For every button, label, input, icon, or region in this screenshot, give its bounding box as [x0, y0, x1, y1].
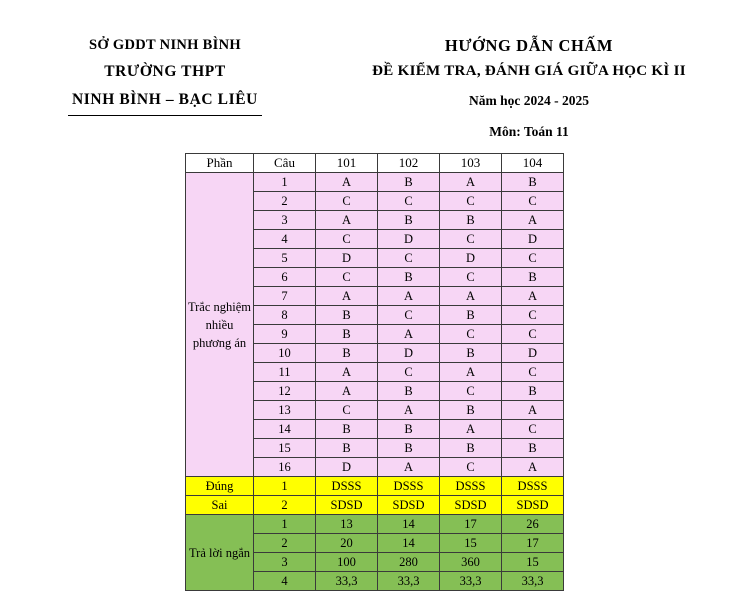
question-number-cell: 8 — [254, 306, 316, 325]
question-number-cell: 1 — [254, 477, 316, 496]
answer-cell-101: C — [316, 401, 378, 420]
answer-cell-102: B — [378, 382, 440, 401]
answer-cell-102: D — [378, 230, 440, 249]
answer-cell-101: D — [316, 458, 378, 477]
answer-cell-103: A — [440, 363, 502, 382]
answer-cell-103: C — [440, 458, 502, 477]
answer-cell-101: B — [316, 344, 378, 363]
answer-cell-101: C — [316, 230, 378, 249]
question-number-cell: 10 — [254, 344, 316, 363]
answer-cell-103: A — [440, 287, 502, 306]
document-title: HƯỚNG DẪN CHẤM — [444, 36, 614, 55]
answer-cell-103: C — [440, 192, 502, 211]
answer-cell-101: SDSD — [316, 496, 378, 515]
question-number-cell: 2 — [254, 496, 316, 515]
answer-cell-103: B — [440, 306, 502, 325]
school-header — [0, 34, 330, 116]
answer-cell-101: DSSS — [316, 477, 378, 496]
answer-cell-104: D — [502, 344, 564, 363]
question-number-cell: 5 — [254, 249, 316, 268]
answer-cell-102: A — [378, 401, 440, 420]
section-label: Sai — [186, 496, 254, 515]
answer-cell-103: B — [440, 401, 502, 420]
answer-cell-101: B — [316, 325, 378, 344]
answer-cell-101: A — [316, 363, 378, 382]
answer-cell-102: C — [378, 249, 440, 268]
school-type: TRƯỜNG THPT — [104, 63, 226, 81]
answer-cell-102: 14 — [378, 515, 440, 534]
answer-cell-103: 17 — [440, 515, 502, 534]
subject: Môn: Toán 11 — [489, 123, 569, 139]
answer-cell-104: C — [502, 325, 564, 344]
answer-cell-101: 20 — [316, 534, 378, 553]
answer-cell-104: B — [502, 382, 564, 401]
answer-cell-103: 360 — [440, 553, 502, 572]
answer-cell-104: A — [502, 458, 564, 477]
answer-cell-103: SDSD — [440, 496, 502, 515]
answer-cell-101: 100 — [316, 553, 378, 572]
question-number-cell: 16 — [254, 458, 316, 477]
answer-cell-103: DSSS — [440, 477, 502, 496]
question-number-cell: 9 — [254, 325, 316, 344]
question-number-cell: 12 — [254, 382, 316, 401]
answer-cell-103: C — [440, 268, 502, 287]
question-number-cell: 2 — [254, 534, 316, 553]
answer-cell-103: A — [440, 420, 502, 439]
question-number-cell: 7 — [254, 287, 316, 306]
answer-cell-101: B — [316, 306, 378, 325]
section-label: Trắc nghiệm nhiều phương án — [186, 173, 254, 477]
department-name: SỞ GDDT NINH BÌNH — [89, 37, 241, 53]
section-label: Đúng — [186, 477, 254, 496]
table-row — [186, 496, 564, 515]
answer-cell-104: 17 — [502, 534, 564, 553]
section-label: Trả lời ngắn — [186, 515, 254, 591]
answer-cell-102: B — [378, 268, 440, 287]
answer-cell-104: 26 — [502, 515, 564, 534]
school-name-wrap — [0, 88, 330, 115]
answer-cell-102: 33,3 — [378, 572, 440, 591]
table-head — [186, 154, 564, 173]
answer-cell-104: C — [502, 192, 564, 211]
document-subtitle: ĐỀ KIỂM TRA, ĐÁNH GIÁ GIỮA HỌC KÌ II — [372, 62, 686, 79]
exam-header — [330, 34, 748, 142]
answer-cell-101: A — [316, 382, 378, 401]
answer-cell-102: DSSS — [378, 477, 440, 496]
answer-cell-102: A — [378, 325, 440, 344]
answer-cell-104: A — [502, 211, 564, 230]
document-header — [0, 0, 748, 142]
answer-cell-104: C — [502, 249, 564, 268]
table-row — [186, 477, 564, 496]
column-header-101: 101 — [316, 154, 378, 173]
answer-cell-102: B — [378, 439, 440, 458]
answer-cell-101: C — [316, 268, 378, 287]
answer-cell-104: A — [502, 401, 564, 420]
answer-cell-101: A — [316, 173, 378, 192]
answer-cell-104: C — [502, 420, 564, 439]
answer-cell-101: B — [316, 420, 378, 439]
answer-cell-103: B — [440, 344, 502, 363]
answer-cell-104: B — [502, 439, 564, 458]
answer-cell-102: SDSD — [378, 496, 440, 515]
answer-cell-101: C — [316, 192, 378, 211]
question-number-cell: 11 — [254, 363, 316, 382]
answer-cell-101: D — [316, 249, 378, 268]
answer-cell-103: A — [440, 173, 502, 192]
answer-cell-103: D — [440, 249, 502, 268]
answer-cell-104: D — [502, 230, 564, 249]
answer-cell-102: A — [378, 458, 440, 477]
answer-cell-103: C — [440, 382, 502, 401]
answer-cell-104: 15 — [502, 553, 564, 572]
answer-cell-101: A — [316, 211, 378, 230]
column-header-102: 102 — [378, 154, 440, 173]
answer-cell-102: C — [378, 192, 440, 211]
answer-cell-102: 14 — [378, 534, 440, 553]
question-number-cell: 3 — [254, 553, 316, 572]
question-number-cell: 2 — [254, 192, 316, 211]
column-header-103: 103 — [440, 154, 502, 173]
answer-cell-104: C — [502, 363, 564, 382]
question-number-cell: 6 — [254, 268, 316, 287]
answer-cell-102: A — [378, 287, 440, 306]
answer-key-table-wrap — [185, 153, 564, 591]
answer-cell-104: B — [502, 268, 564, 287]
answer-cell-104: DSSS — [502, 477, 564, 496]
answer-cell-101: A — [316, 287, 378, 306]
question-number-cell: 15 — [254, 439, 316, 458]
answer-cell-104: SDSD — [502, 496, 564, 515]
answer-key-table — [185, 153, 564, 591]
question-number-cell: 3 — [254, 211, 316, 230]
table-row — [186, 515, 564, 534]
question-number-cell: 4 — [254, 572, 316, 591]
answer-cell-103: C — [440, 325, 502, 344]
answer-cell-102: B — [378, 420, 440, 439]
answer-cell-101: B — [316, 439, 378, 458]
column-header-104: 104 — [502, 154, 564, 173]
answer-cell-103: C — [440, 230, 502, 249]
question-number-cell: 1 — [254, 173, 316, 192]
answer-cell-102: D — [378, 344, 440, 363]
table-row — [186, 173, 564, 192]
answer-cell-102: C — [378, 363, 440, 382]
question-number-cell: 4 — [254, 230, 316, 249]
column-header-cau: Câu — [254, 154, 316, 173]
answer-cell-102: 280 — [378, 553, 440, 572]
answer-cell-103: B — [440, 439, 502, 458]
question-number-cell: 1 — [254, 515, 316, 534]
question-number-cell: 14 — [254, 420, 316, 439]
question-number-cell: 13 — [254, 401, 316, 420]
answer-cell-103: 15 — [440, 534, 502, 553]
answer-cell-101: 33,3 — [316, 572, 378, 591]
answer-cell-102: B — [378, 173, 440, 192]
answer-cell-104: B — [502, 173, 564, 192]
school-name: NINH BÌNH – BẠC LIÊU — [68, 88, 262, 115]
answer-cell-104: 33,3 — [502, 572, 564, 591]
school-year: Năm học 2024 - 2025 — [469, 93, 589, 109]
answer-cell-102: C — [378, 306, 440, 325]
answer-cell-103: 33,3 — [440, 572, 502, 591]
column-header-phan: Phần — [186, 154, 254, 173]
answer-cell-102: B — [378, 211, 440, 230]
table-header-row — [186, 154, 564, 173]
answer-cell-101: 13 — [316, 515, 378, 534]
table-body — [186, 173, 564, 591]
answer-cell-103: B — [440, 211, 502, 230]
answer-cell-104: A — [502, 287, 564, 306]
answer-cell-104: C — [502, 306, 564, 325]
